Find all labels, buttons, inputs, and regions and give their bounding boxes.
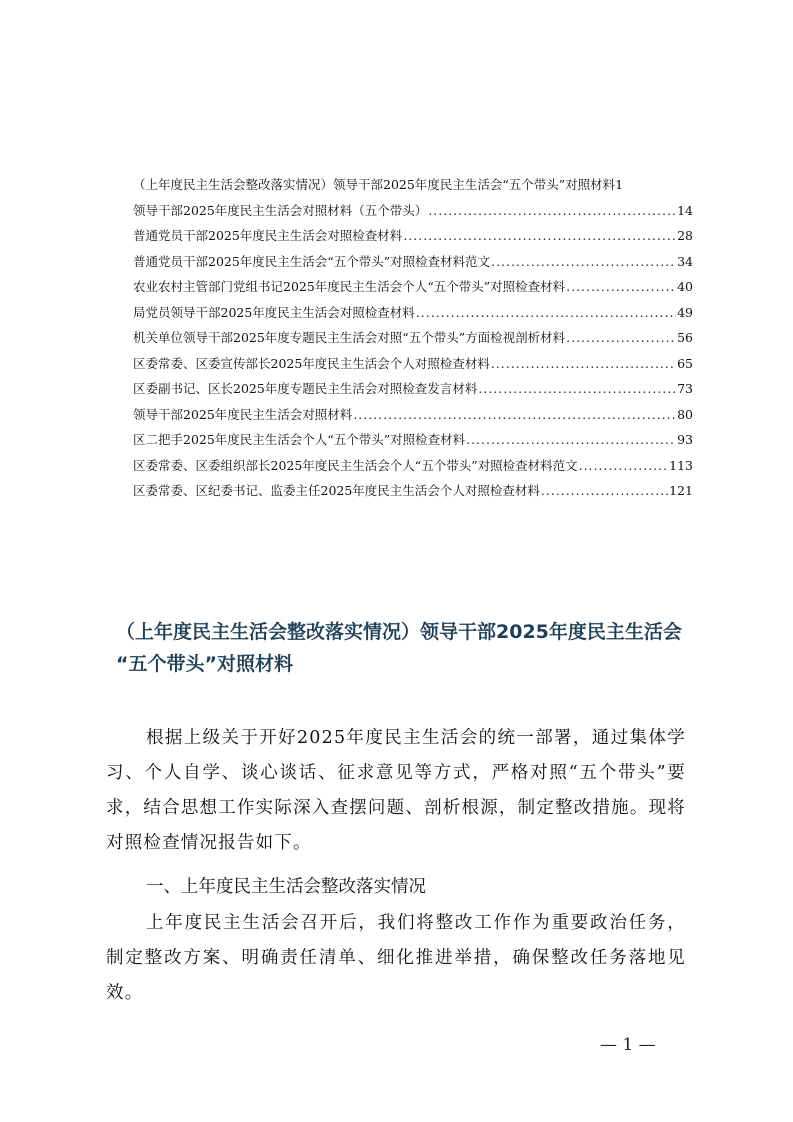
toc-leader-dots <box>478 376 676 402</box>
toc-entry-page: 28 <box>677 228 693 243</box>
toc-entry-title: （上年度民主生活会整改落实情况）领导干部2025年度民主生活会“五个带头”对照材料 <box>133 177 616 192</box>
toc-leader-dots <box>491 351 676 377</box>
toc-leader-dots <box>416 300 676 326</box>
toc-leader-dots <box>466 427 676 453</box>
toc-entry-title: 农业农村主管部门党组书记2025年度民主生活会个人“五个带头”对照检查材料 <box>133 279 566 294</box>
toc-entry[interactable] <box>133 325 693 351</box>
section-heading: 一、上年度民主生活会整改落实情况 <box>146 877 426 897</box>
toc-leader-dots <box>579 453 669 479</box>
toc-leader-dots <box>403 223 676 249</box>
toc-entry[interactable] <box>133 300 693 326</box>
toc-entry-page: 113 <box>669 457 693 473</box>
toc-entry[interactable] <box>133 478 693 504</box>
toc-leader-dots <box>491 249 676 275</box>
table-of-contents <box>133 172 693 504</box>
toc-entry-title: 区委副书记、区长2025年度专题民主生活会对照检查发言材料 <box>133 381 478 396</box>
toc-leader-dots <box>566 325 676 351</box>
toc-entry[interactable] <box>133 249 693 275</box>
toc-entry[interactable] <box>133 402 693 428</box>
toc-entry-page: 80 <box>677 406 693 422</box>
toc-entry-title: 区委常委、区委组织部长2025年度民主生活会个人“五个带头”对照检查材料范文 <box>133 457 578 473</box>
toc-leader-dots <box>566 274 676 300</box>
document-title <box>116 616 716 680</box>
toc-entry-title: 区委常委、区委宣传部长2025年度民主生活会个人对照检查材料 <box>133 355 490 371</box>
toc-leader-dots <box>353 402 676 428</box>
toc-entry-title: 领导干部2025年度民主生活会对照材料 <box>133 406 353 422</box>
toc-leader-dots <box>428 198 676 224</box>
toc-leader-dots <box>541 478 668 504</box>
document-title-line-1: （上年度民主生活会整改落实情况）领导干部2025年度民主生活会 <box>116 621 682 643</box>
section-paragraph: 上年度民主生活会召开后，我们将整改工作作为重要政治任务，制定整改方案、明确责任清单、细化推进举措，确保整改任务落地见效。 <box>106 913 686 1003</box>
toc-entry-title: 领导干部2025年度民主生活会对照材料（五个带头） <box>133 202 428 218</box>
toc-entry-page: 14 <box>677 202 693 218</box>
page-number: — 1 — <box>600 1035 656 1055</box>
toc-entry-page: 49 <box>677 304 693 320</box>
toc-entry-title: 机关单位领导干部2025年度专题民主生活会对照“五个带头”方面检视剖析材料 <box>133 330 566 345</box>
toc-entry[interactable] <box>133 223 693 249</box>
toc-entry-page: 34 <box>677 253 693 269</box>
toc-entry-page: 93 <box>677 432 693 447</box>
toc-entry[interactable] <box>133 427 693 453</box>
toc-entry-page: 73 <box>677 381 693 396</box>
toc-entry-page: 1 <box>615 177 624 192</box>
toc-entry-page: 40 <box>677 279 693 294</box>
toc-entry[interactable] <box>133 453 693 479</box>
toc-entry-title: 区二把手2025年度民主生活会个人“五个带头”对照检查材料 <box>133 432 466 447</box>
toc-entry-page: 65 <box>677 355 693 371</box>
document-title-line-2: “五个带头”对照材料 <box>116 653 293 675</box>
intro-paragraph: 根据上级关于开好2025年度民主生活会的统一部署，通过集体学习、个人自学、谈心谈话、征求意见等方式，严格对照“五个带头”要求，结合思想工作实际深入查摆问题、剖析根源，制定整改措施。现将对照检查情况报告如下。 <box>106 728 686 853</box>
toc-entry-page: 121 <box>669 483 693 498</box>
toc-entry-title: 普通党员干部2025年度民主生活会对照检查材料 <box>133 228 403 243</box>
toc-entry[interactable] <box>133 351 693 377</box>
toc-entry-title: 普通党员干部2025年度民主生活会“五个带头”对照检查材料范文 <box>133 253 491 269</box>
toc-entry-title: 区委常委、区纪委书记、监委主任2025年度民主生活会个人对照检查材料 <box>133 483 540 498</box>
toc-entry[interactable] <box>133 198 693 224</box>
toc-entry[interactable] <box>133 172 693 198</box>
toc-entry-page: 56 <box>677 330 693 345</box>
toc-entry[interactable] <box>133 274 693 300</box>
toc-entry[interactable] <box>133 376 693 402</box>
toc-entry-title: 局党员领导干部2025年度民主生活会对照检查材料 <box>133 304 415 320</box>
